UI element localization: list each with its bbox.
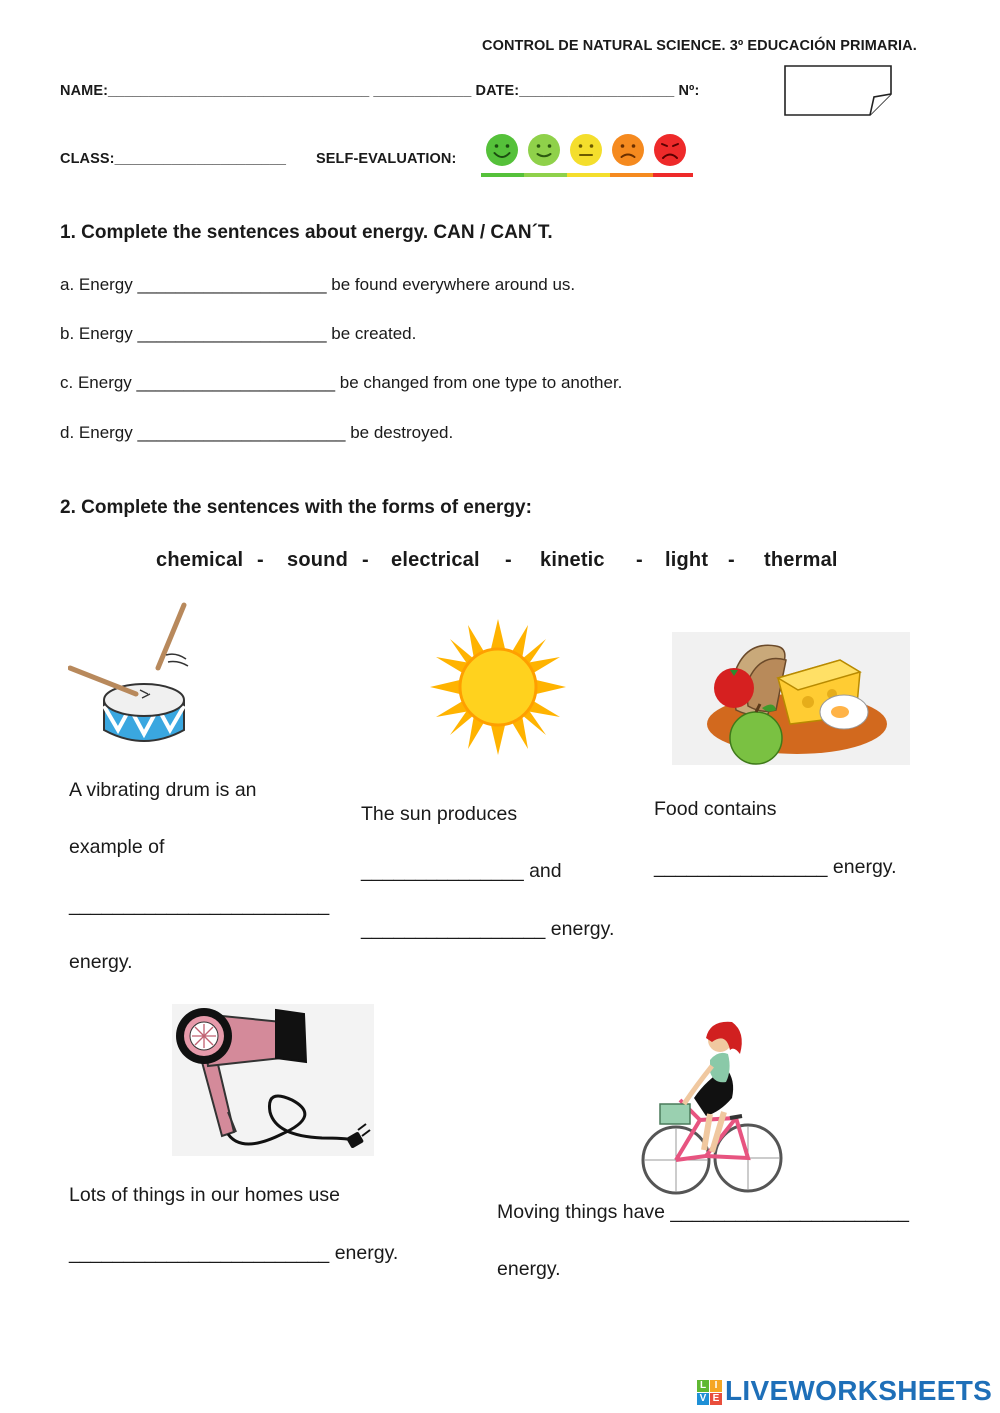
bike-line-2: energy. (497, 1258, 561, 1280)
drum-line-2: example of (69, 836, 165, 858)
word-separator: - (257, 549, 264, 571)
food-answer-blank[interactable]: ________________ energy. (654, 856, 897, 878)
dryer-answer-blank[interactable]: ________________________ energy. (69, 1242, 399, 1264)
q1-item-c[interactable]: c. Energy _____________________ be changed from one type to another. (60, 373, 623, 392)
logo-letter: L (697, 1380, 709, 1392)
drum-line-1: A vibrating drum is an (69, 779, 257, 801)
sun-answer-blank-2[interactable]: _________________ energy. (361, 918, 615, 940)
sad-face-icon[interactable] (611, 133, 645, 167)
word-electrical: electrical (391, 549, 480, 571)
dryer-line-1: Lots of things in our homes use (69, 1184, 340, 1206)
face-bar (653, 173, 693, 177)
question-1-title: 1. Complete the sentences about energy. CAN / CAN´T. (60, 222, 553, 243)
word-thermal: thermal (764, 549, 838, 571)
word-separator: - (728, 549, 735, 571)
face-bar (610, 173, 653, 177)
number-box[interactable] (784, 65, 894, 117)
sun-icon (428, 617, 568, 757)
word-kinetic: kinetic (540, 549, 605, 571)
very-sad-face-icon[interactable] (653, 133, 687, 167)
name-date-line: NAME:________________________________ ____________ DATE:___________________ Nº: (60, 83, 700, 99)
happy-face-icon[interactable] (527, 133, 561, 167)
face-bar (567, 173, 610, 177)
cyclist-icon (640, 1020, 785, 1200)
word-separator: - (505, 549, 512, 571)
logo-letter: E (710, 1393, 722, 1405)
sun-answer-blank-1[interactable]: _______________ and (361, 860, 562, 882)
drum-answer-blank[interactable]: ________________________ (69, 894, 330, 916)
q1-item-b[interactable]: b. Energy ____________________ be created. (60, 324, 417, 343)
worksheet-title: CONTROL DE NATURAL SCIENCE. 3º EDUCACIÓN PRIMARIA. (482, 38, 917, 54)
bike-answer-blank[interactable]: Moving things have ______________________ (497, 1201, 910, 1223)
word-separator: - (362, 549, 369, 571)
logo-letter: I (710, 1380, 722, 1392)
logo-letter: V (697, 1393, 709, 1405)
word-separator: - (636, 549, 643, 571)
class-line: CLASS:_____________________ (60, 151, 287, 167)
self-evaluation-label: SELF-EVALUATION: (316, 151, 457, 167)
sun-line-1: The sun produces (361, 803, 518, 825)
face-bar (524, 173, 567, 177)
question-2-title: 2. Complete the sentences with the forms of energy: (60, 497, 532, 518)
food-line-1: Food contains (654, 798, 777, 820)
drum-line-4: energy. (69, 951, 133, 973)
word-light: light (665, 549, 709, 571)
q1-item-a[interactable]: a. Energy ____________________ be found everywhere around us. (60, 275, 576, 294)
self-evaluation-faces (481, 133, 696, 179)
word-chemical: chemical (156, 549, 244, 571)
q1-item-d[interactable]: d. Energy ______________________ be destroyed. (60, 423, 454, 442)
drum-icon (68, 602, 193, 752)
hair-dryer-icon (172, 1004, 374, 1156)
liveworksheets-logo-icon (697, 1380, 723, 1406)
food-icon (672, 632, 910, 765)
liveworksheets-brand[interactable]: LIVEWORKSHEETS (725, 1375, 993, 1406)
very-happy-face-icon[interactable] (485, 133, 519, 167)
neutral-face-icon[interactable] (569, 133, 603, 167)
word-sound: sound (287, 549, 348, 571)
face-bar (481, 173, 524, 177)
